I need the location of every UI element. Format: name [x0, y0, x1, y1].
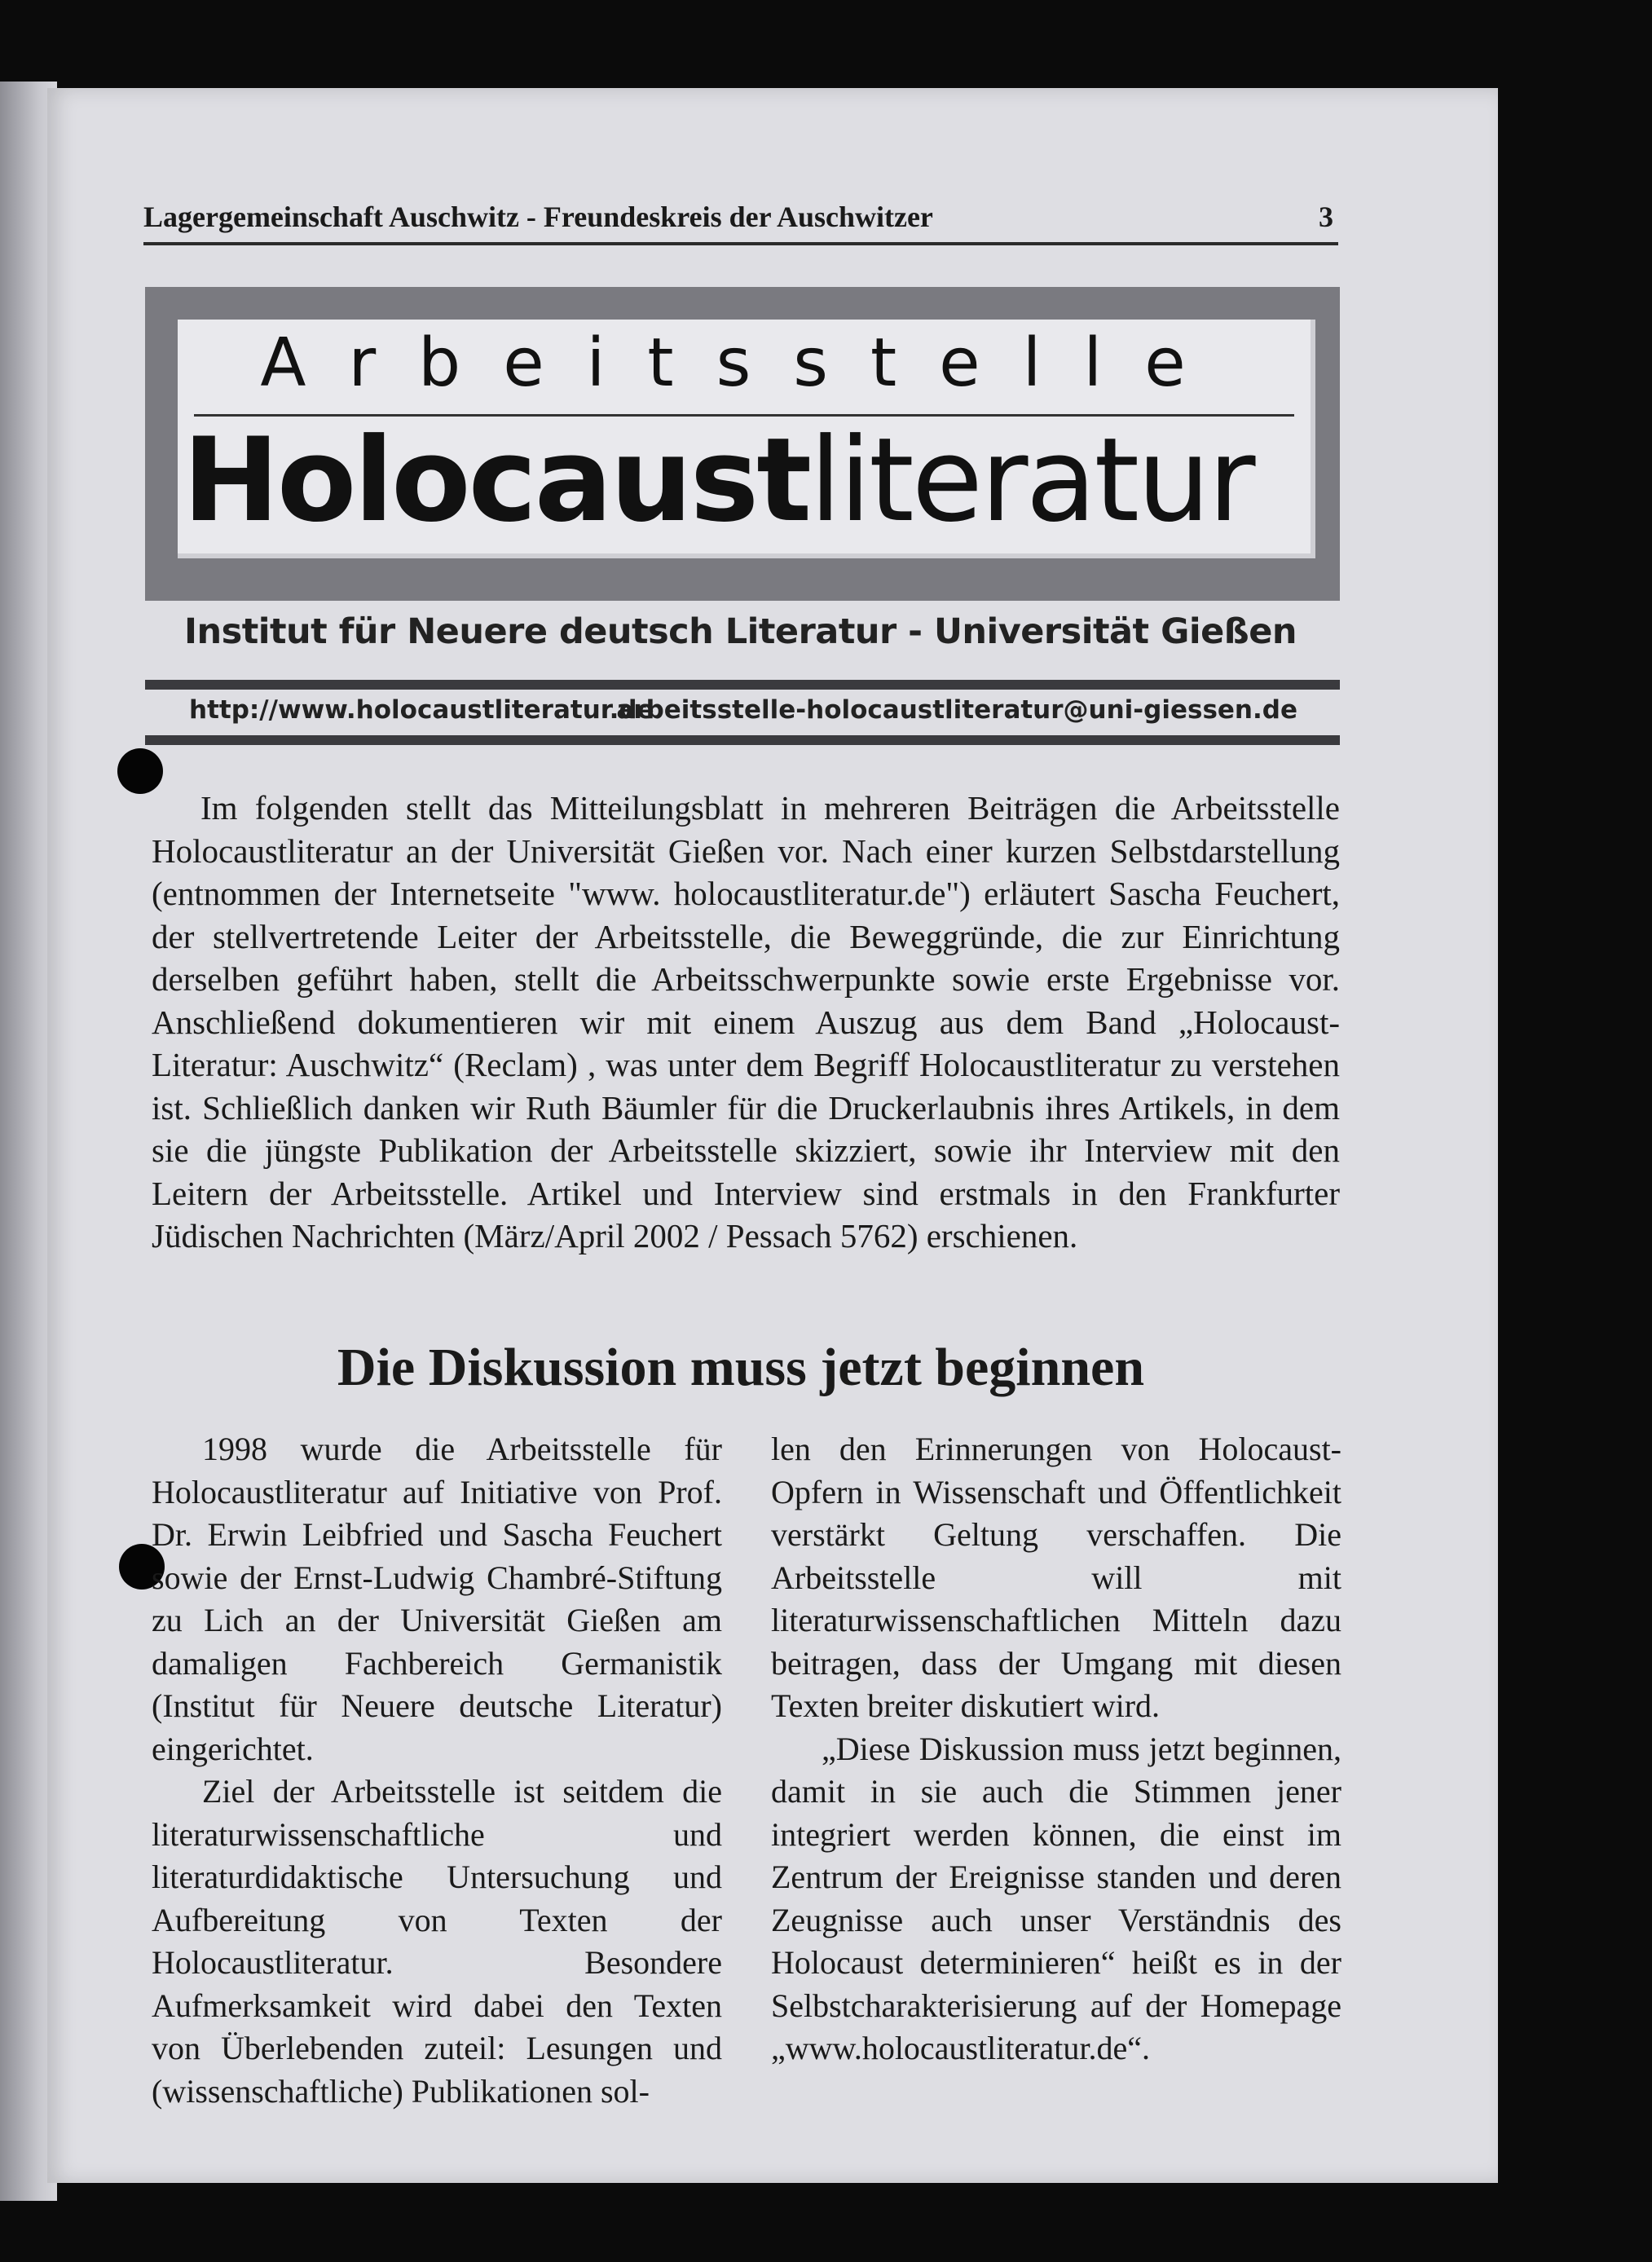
header-title: Lagergemeinschaft Auschwitz - Freundeskreis der Auschwitzer — [143, 201, 933, 233]
upper-rule — [145, 680, 1340, 690]
website-url[interactable]: http://www.holocaustliteratur.de — [189, 695, 654, 725]
paragraph: „Diese Diskussion muss jetzt beginnen, damit in sie auch die Stimmen jener integriert werden können, die einst im Zentrum der Ereignisse standen und deren Zeugnisse auch unser Verständnis des Holocaust determinieren“ heißt es in der Selbstcharakterisierung auf der Homepage „www.holocaustliteratur.de“. — [771, 1730, 1341, 2066]
email-address[interactable]: arbeitsstelle-holocaustliteratur@uni-giessen.de — [616, 695, 1297, 725]
logo-top-word: Arbeitsstelle — [260, 324, 1228, 402]
right-column — [771, 1428, 1341, 2070]
logo-main-word — [183, 413, 1311, 548]
lower-rule — [145, 735, 1340, 745]
left-column — [152, 1428, 722, 2113]
paragraph: len den Erinnerungen von Holocaust-Opfern in Wissenschaft und Öffentlichkeit verstärkt Geltung verschaffen. Die Arbeitsstelle will mit literaturwissenschaftlichen Mitteln dazu beitragen, dass der Umgang mit diesen Texten breiter diskutiert wird. — [771, 1431, 1341, 1724]
logo-bold-part: Holocaust — [183, 413, 810, 548]
logo-light-part: literatur — [809, 413, 1253, 548]
paragraph: Ziel der Arbeitsstelle ist seitdem die literaturwissenschaftliche und literaturdidaktische Untersuchung und Aufbereitung von Texten der Holocaustliteratur. Besondere Aufmerksamkeit wird dabei den Texten von Überlebenden zuteil: Lesungen und (wissenschaftliche) Publikationen sol- — [152, 1773, 722, 2110]
running-header — [143, 200, 1338, 245]
article-headline: Die Diskussion muss jetzt beginnen — [337, 1338, 1145, 1397]
intro-paragraph: Im folgenden stellt das Mitteilungsblatt in mehreren Beiträgen die Arbeitsstelle Holocaustliteratur an der Universität Gießen vor. Nach einer kurzen Selbstdarstellung (entnommen der Internetseite "www. holocaustliteratur.de") erläutert Sascha Feuchert, der stellvertretende Leiter der Arbeitsstelle, die Beweggründe, die zur Einrichtung derselben geführt haben, stellt die Arbeitsschwerpunkte sowie erste Ergebnisse vor. Anschließend dokumentieren wir mit einem Auszug aus dem Band „Holocaust-Literatur: Auschwitz“ (Reclam) , was unter dem Begriff Holocaustliteratur zu verstehen ist. Schließlich danken wir Ruth Bäumler für die Druckerlaubnis ihres Artikels, in dem sie die jüngste Publikation der Arbeitsstelle skizziert, sowie ihr Interview mit den Leitern der Arbeitsstelle. Artikel und Interview sind erstmals in den Frankfurter Jüdischen Nachrichten (März/April 2002 / Pessach 5762) erschienen. — [152, 789, 1340, 1254]
logo-banner — [145, 287, 1340, 601]
page-number: 3 — [1319, 201, 1333, 233]
logo-panel — [178, 320, 1315, 558]
institute-line: Institut für Neuere deutsch Literatur - Universität Gießen — [184, 611, 1297, 652]
paragraph: 1998 wurde die Arbeitsstelle für Holocaustliteratur auf Initiative von Prof. Dr. Erwin Leibfried und Sascha Feuchert sowie der Ernst-Ludwig Chambré-Stiftung zu Lich an der Universität Gießen am damaligen Fachbereich Germanistik (Institut für Neuere deutsche Literatur) eingerichtet. — [152, 1431, 722, 1767]
